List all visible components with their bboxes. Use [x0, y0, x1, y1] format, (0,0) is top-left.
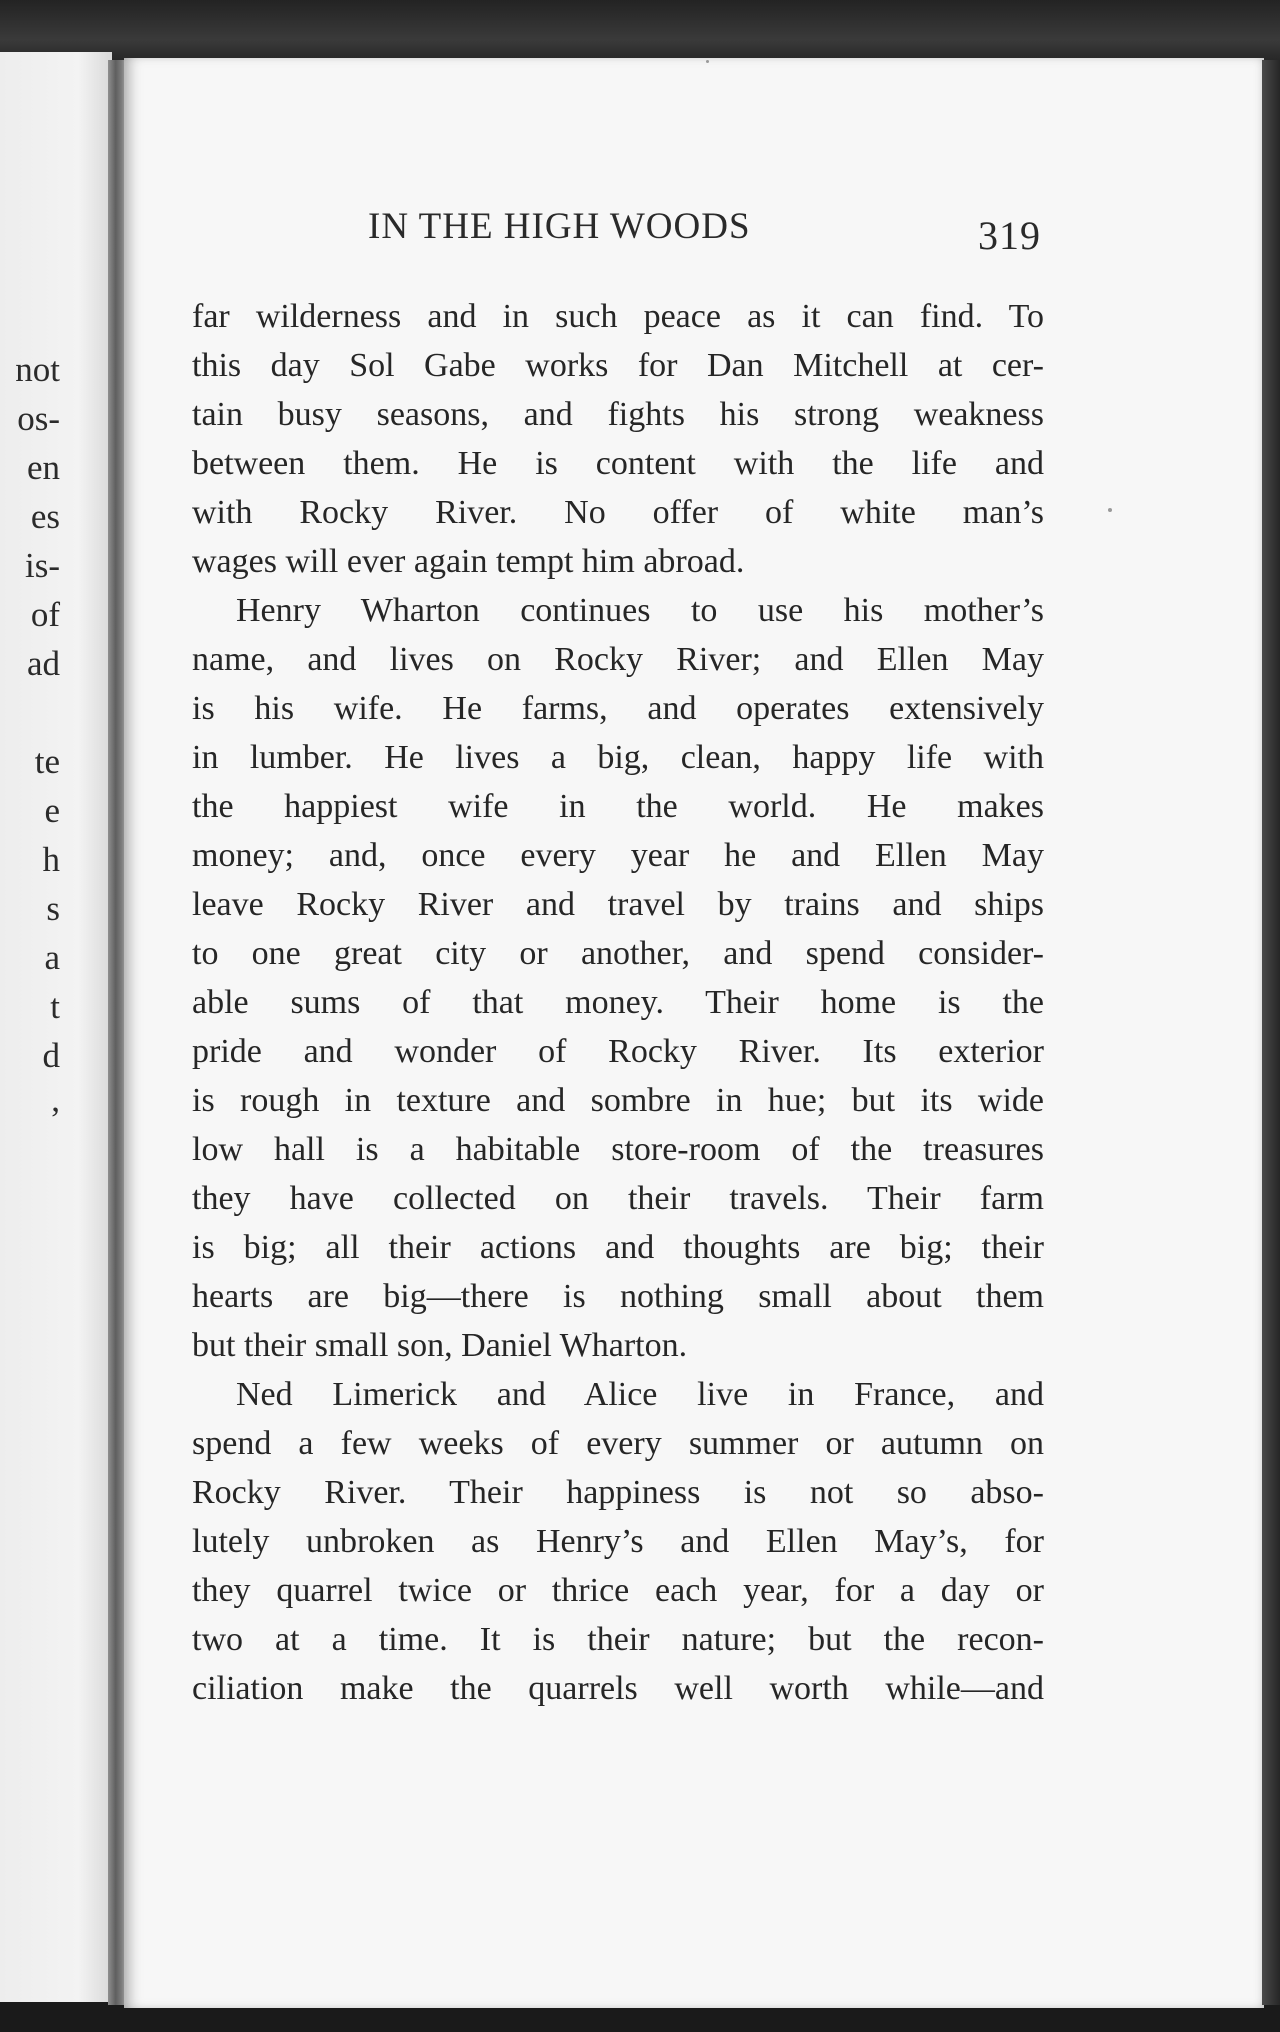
page-edge-shadow [1262, 60, 1280, 2005]
previous-page-edge [0, 52, 112, 2002]
previous-page-fragment: not [15, 350, 60, 389]
previous-page-fragment: a [44, 938, 60, 977]
text-line: far wilderness and in such peace as it can find. To [192, 298, 1044, 335]
dust-speck [706, 60, 709, 63]
text-line: low hall is a habitable store-room of the treasures [192, 1131, 1044, 1168]
text-line: money; and, once every year he and Ellen May [192, 837, 1044, 874]
previous-page-fragment: is- [25, 546, 60, 585]
text-line: leave Rocky River and travel by trains and ships [192, 886, 1044, 923]
text-line: Henry Wharton continues to use his mother’s [236, 592, 1044, 629]
previous-page-fragment: s [46, 889, 60, 928]
text-line: they quarrel twice or thrice each year, for a day or [192, 1572, 1044, 1609]
text-line: Ned Limerick and Alice live in France, and [236, 1376, 1044, 1413]
text-line: hearts are big—there is nothing small about them [192, 1278, 1044, 1315]
text-line: between them. He is content with the life and [192, 445, 1044, 482]
previous-page-fragment: of [30, 595, 60, 634]
text-line: the happiest wife in the world. He makes [192, 788, 1044, 825]
text-line: with Rocky River. No offer of white man’s [192, 494, 1044, 531]
previous-page-text-fragments [0, 52, 112, 2002]
previous-page-fragment: , [51, 1080, 60, 1119]
previous-page-fragment: os- [17, 399, 60, 438]
previous-page-fragment: te [34, 742, 60, 781]
previous-page-fragment: e [44, 791, 60, 830]
text-line: wages will ever again tempt him abroad. [192, 543, 745, 580]
text-line: they have collected on their travels. Their farm [192, 1180, 1044, 1217]
page-number: 319 [978, 213, 1041, 258]
text-line: lutely unbroken as Henry’s and Ellen May’s, for [192, 1523, 1044, 1560]
previous-page-fragment: es [30, 497, 60, 536]
text-line: able sums of that money. Their home is the [192, 984, 1044, 1021]
text-line: in lumber. He lives a big, clean, happy life with [192, 739, 1044, 776]
text-line: Rocky River. Their happiness is not so abso- [192, 1474, 1044, 1511]
dust-speck [1108, 508, 1112, 512]
text-line: to one great city or another, and spend consider- [192, 935, 1044, 972]
text-line: is big; all their actions and thoughts are big; their [192, 1229, 1044, 1266]
previous-page-fragment: d [42, 1036, 60, 1075]
running-head: IN THE HIGH WOODS [368, 206, 751, 247]
text-line: two at a time. It is their nature; but the recon- [192, 1621, 1044, 1658]
text-line: this day Sol Gabe works for Dan Mitchell at cer- [192, 347, 1044, 384]
text-line: spend a few weeks of every summer or autumn on [192, 1425, 1044, 1462]
page-body-text [192, 292, 1044, 1713]
previous-page-fragment: en [26, 448, 60, 487]
text-line: name, and lives on Rocky River; and Ellen May [192, 641, 1044, 678]
previous-page-fragment: t [50, 987, 60, 1026]
text-line: tain busy seasons, and fights his strong weakness [192, 396, 1044, 433]
text-line: ciliation make the quarrels well worth while—and [192, 1670, 1044, 1707]
text-line: is rough in texture and sombre in hue; but its wide [192, 1082, 1044, 1119]
previous-page-fragment: h [42, 840, 60, 879]
text-line: pride and wonder of Rocky River. Its exterior [192, 1033, 1044, 1070]
text-line: but their small son, Daniel Wharton. [192, 1327, 688, 1364]
text-line: is his wife. He farms, and operates extensively [192, 690, 1044, 727]
previous-page-fragment: ad [26, 644, 60, 683]
